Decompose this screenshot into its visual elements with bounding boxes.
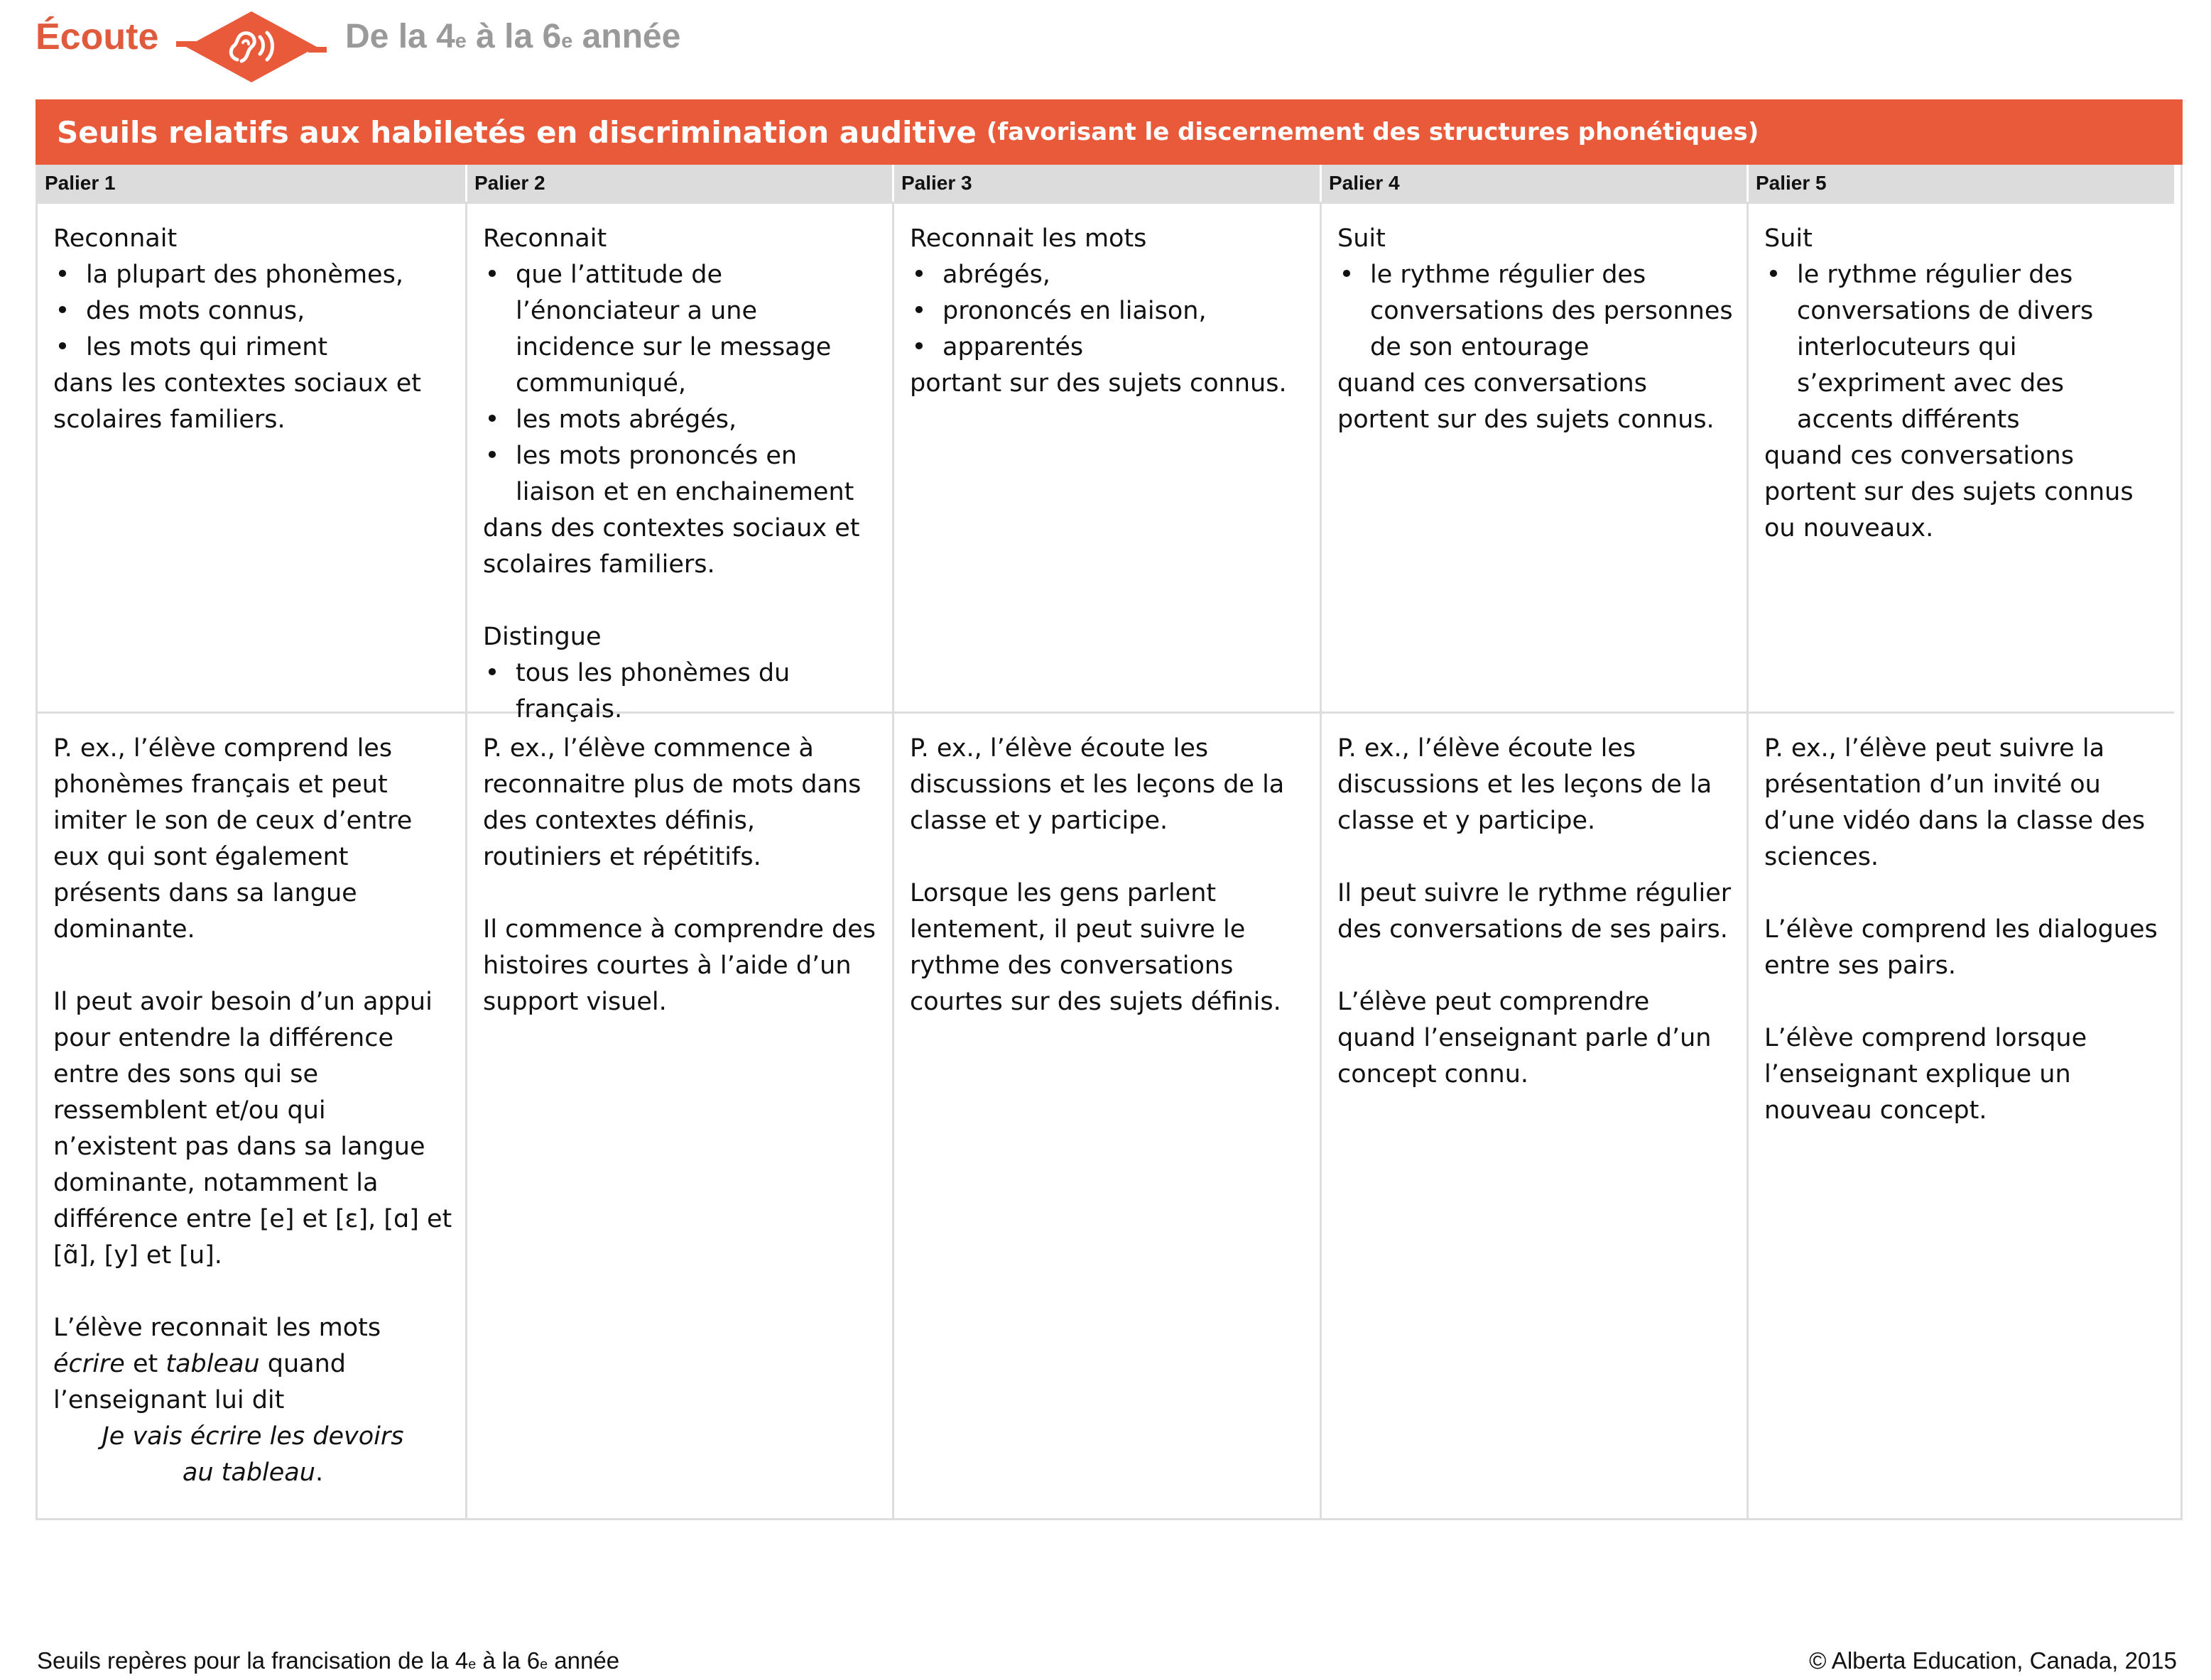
threshold-cell-palier-4 (1320, 202, 1746, 711)
example-paragraph: P. ex., l’élève peut suivre la présentation d’un invité ou d’une vidéo dans la classe des sciences. (1764, 734, 2146, 871)
bullet-list (483, 257, 879, 511)
bullet-list (53, 257, 452, 366)
cell-outro: quand ces conversations portent sur des sujets connus ou nouveaux. (1764, 442, 2134, 542)
bullet-list (483, 655, 879, 728)
example-paragraph: Il commence à comprendre des histoires courtes à l’aide d’un support visuel. (483, 915, 876, 1016)
example-cell-palier-5 (1746, 711, 2174, 1518)
example-cell-palier-3 (892, 711, 1320, 1518)
thresholds-table (36, 165, 2183, 1520)
list-item: • les mots abrégés, (516, 402, 879, 438)
list-item: • tous les phonèmes du français. (516, 655, 879, 728)
example-quote: Je vais écrire les devoirs au tableau. (102, 1422, 404, 1487)
threshold-cell-palier-2 (465, 202, 892, 724)
cell-intro: Suit (1764, 224, 1813, 253)
cell-outro: dans les contextes sociaux et scolaires familiers. (53, 369, 421, 434)
list-item: • les mots prononcés en liaison et en enchainement (516, 438, 879, 511)
footer-document-title: Seuils repères pour la francisation de la 4e à la 6e année (37, 1647, 620, 1674)
cell-intro: Distingue (483, 623, 602, 651)
example-cell-palier-4 (1320, 711, 1746, 1518)
list-item: • les mots qui riment (86, 329, 452, 366)
banner-subtitle: (favorisant le discernement des structures phonétiques) (986, 118, 1759, 146)
example-paragraph: L’élève comprend les dialogues entre ses pairs. (1764, 915, 2158, 980)
column-header-palier-4: Palier 4 (1320, 165, 1746, 202)
column-header-palier-3: Palier 3 (892, 165, 1320, 202)
list-item: • le rythme régulier des conversations des personnes de son entourage (1370, 257, 1734, 366)
grade-range: De la 4e à la 6e année (345, 18, 681, 55)
column-header-palier-2: Palier 2 (465, 165, 892, 202)
list-item: • le rythme régulier des conversations de divers interlocuteurs qui s’expriment avec des accents différents (1797, 257, 2161, 438)
example-paragraph: L’élève reconnait les mots écrire et tableau quand l’enseignant lui dit (53, 1314, 381, 1414)
cell-outro: portant sur des sujets connus. (910, 369, 1287, 398)
section-banner (36, 99, 2183, 165)
banner-title: Seuils relatifs aux habiletés en discrimination auditive (57, 114, 977, 150)
footer-copyright: © Alberta Education, Canada, 2015 (1809, 1647, 2177, 1674)
cell-intro: Reconnait les mots (910, 224, 1147, 253)
example-paragraph: L’élève comprend lorsque l’enseignant explique un nouveau concept. (1764, 1024, 2087, 1125)
example-paragraph: P. ex., l’élève écoute les discussions et les leçons de la classe et y participe. (1337, 734, 1712, 835)
column-header-palier-1: Palier 1 (38, 165, 465, 202)
subject-title: Écoute (36, 16, 159, 58)
bullet-list (910, 257, 1307, 366)
example-paragraph: Lorsque les gens parlent lentement, il peut suivre le rythme des conversations courtes sur des sujets définis. (910, 879, 1281, 1016)
example-paragraph: P. ex., l’élève commence à reconnaitre plus de mots dans des contextes définis, routiniers et répétitifs. (483, 734, 862, 871)
bullet-list (1337, 257, 1734, 366)
example-paragraph: Il peut suivre le rythme régulier des conversations de ses pairs. (1337, 879, 1732, 944)
cell-intro: Reconnait (53, 224, 178, 253)
example-paragraph: Il peut avoir besoin d’un appui pour entendre la différence entre des sons qui se ressemblent et/ou qui n’existent pas dans sa langue dominante, notamment la différence entre [e] et [ɛ], [ɑ] et [ɑ̃], [y] et [u]. (53, 988, 452, 1270)
cell-intro: Reconnait (483, 224, 607, 253)
list-item: • apparentés (942, 329, 1307, 366)
example-paragraph: P. ex., l’élève comprend les phonèmes français et peut imiter le son de ceux d’entre eux qui sont également présents dans sa langue dominante. (53, 734, 413, 944)
list-item: • la plupart des phonèmes, (86, 257, 452, 293)
list-item: • des mots connus, (86, 293, 452, 329)
ear-listening-icon (176, 7, 327, 87)
threshold-cell-palier-5 (1746, 202, 2174, 711)
list-item: • prononcés en liaison, (942, 293, 1307, 329)
example-cell-palier-2 (465, 711, 892, 1518)
threshold-cell-palier-1 (38, 202, 465, 711)
page-header (0, 0, 2211, 92)
list-item: • que l’attitude de l’énonciateur a une incidence sur le message communiqué, (516, 257, 879, 402)
column-header-palier-5: Palier 5 (1746, 165, 2174, 202)
cell-intro: Suit (1337, 224, 1386, 253)
cell-outro: quand ces conversations portent sur des sujets connus. (1337, 369, 1715, 434)
example-paragraph: P. ex., l’élève écoute les discussions et les leçons de la classe et y participe. (910, 734, 1285, 835)
example-cell-palier-1 (38, 711, 465, 1518)
example-paragraph: L’élève peut comprendre quand l’enseignant parle d’un concept connu. (1337, 988, 1712, 1089)
bullet-list (1764, 257, 2161, 438)
threshold-cell-palier-3 (892, 202, 1320, 711)
cell-outro: dans des contextes sociaux et scolaires familiers. (483, 514, 860, 579)
list-item: • abrégés, (942, 257, 1307, 293)
